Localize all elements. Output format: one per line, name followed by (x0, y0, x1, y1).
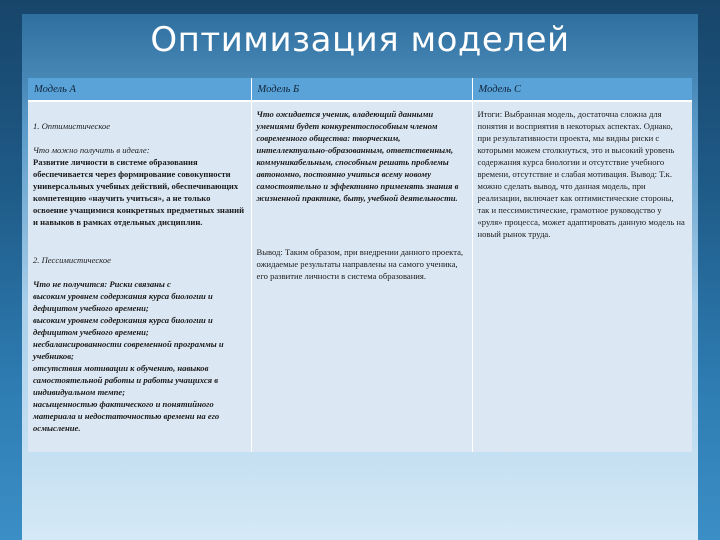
header-model-a: Модель А (28, 78, 251, 101)
cell-model-b (251, 101, 472, 452)
model-a-pessimistic-heading: 2. Пессимистическое (33, 255, 111, 265)
table-header-row (28, 78, 692, 101)
model-a-pessimistic (33, 242, 246, 434)
cell-model-c (472, 101, 692, 452)
model-a-optimistic-question: Что можно получить в идеале: (33, 145, 150, 155)
cell-model-a (28, 101, 251, 452)
comparison-table (28, 78, 692, 452)
model-b-spacer (257, 218, 467, 246)
model-a-optimistic (33, 108, 246, 228)
model-a-optimistic-heading: 1. Оптимистическое (33, 121, 111, 131)
model-a-optimistic-body: Развитие личности в системе образования обеспечивается через формирование совокупности универсальных учебных действий, обеспечивающих компетенцию «научить учиться», а не только освоение учащимися конкретных предметных знаний и навыков в рамках отдельных дисциплин. (33, 157, 245, 227)
header-model-c: Модель С (472, 78, 692, 101)
model-c-summary: Итоги: Выбранная модель, достаточна сложна для понятия и восприятия в некоторых аспектах. Однако, при результативности проекта, мы видны риски с которыми можем столкнуться, это и высокий уровень содержания курса биологии и отсутствие учебного времени, отсутствие и слабая мотивация. Вывод: Т.к. можно сделать вывод, что данная модель, при реализации, включает как оптимистические стороны, так и пессимистические, грамотное руководство у «руля» процесса, может адаптировать данную модель на новый рынок труда. (477, 109, 685, 239)
model-b-conclusion: Вывод: Таким образом, при внедрении данного проекта, ожидаемые результаты направлены на самого ученика, его развитие личности в система образования. (256, 247, 464, 281)
slide-title: Оптимизация моделей (150, 20, 570, 60)
model-a-pessimistic-body: высоким уровнем содержания курса биологии и дефицитом учебного времени; высоким уровнем содержания курса биологии и дефицитом учебного времени; несбалансированности современной программы и учебников; отсутствия мотивации к обучению, навыков самостоятельной работы и работы учащихся в индивидуальном темпе; насыщенностью фактического и понятийного материала и недостаточностью времени на его осмысление. (33, 291, 224, 433)
comparison-table-wrapper (28, 78, 692, 540)
header-model-b: Модель Б (251, 78, 472, 101)
table-row (28, 101, 692, 452)
model-b-expectation: Что ожидается ученик, владеющий данными умениями будет конкурентоспособным членом современного общества: творческим, интеллектуально-образованным, ответственным, коммуникабельным, способным решать проблемы автономно, постоянно учиться всему новому самостоятельно и эффективно применять знания в жизненной практике, быту, учебной деятельности. (256, 109, 459, 203)
model-a-pessimistic-question: Что не получится: Риски связаны с (33, 279, 171, 289)
